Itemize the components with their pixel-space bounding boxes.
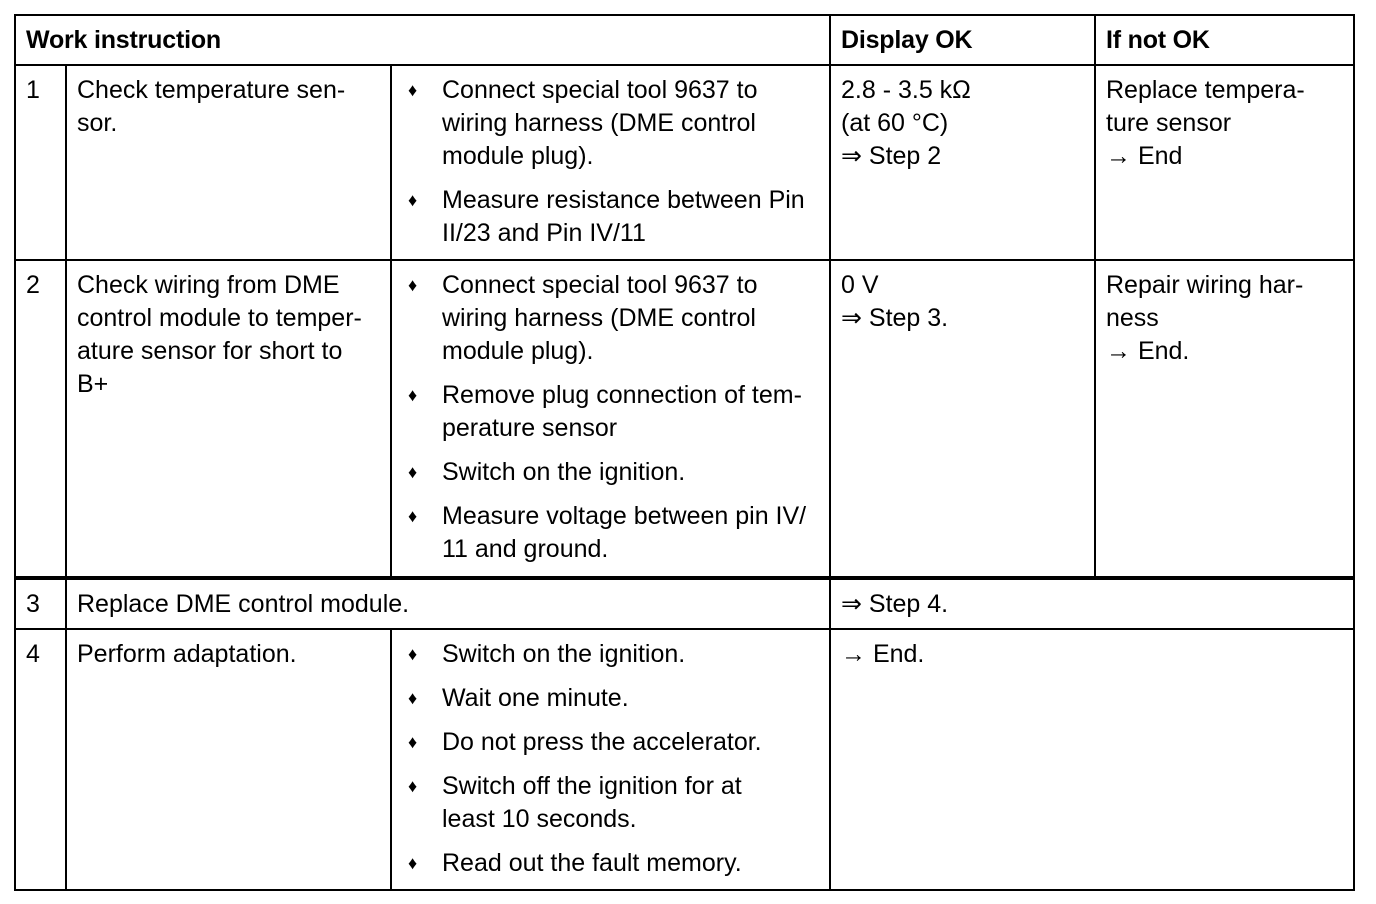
diamond-bullet-icon: ♦ <box>408 275 418 295</box>
instruction-text-line: perature sensor <box>442 414 618 442</box>
work-instruction-table <box>14 14 1355 891</box>
instruction-item <box>402 726 821 759</box>
step-number: 3 <box>15 578 66 629</box>
instruction-item <box>402 500 821 566</box>
instruction-text-line: Switch off the ignition for at <box>442 772 742 800</box>
table-row <box>15 578 1354 629</box>
text-line: → End <box>1106 142 1183 170</box>
instruction-text-line: Measure resistance between Pin <box>442 186 805 214</box>
header-work-instruction: Work instruction <box>15 15 830 65</box>
instruction-text-line: Switch on the ignition. <box>442 640 686 668</box>
instruction-item <box>402 456 821 489</box>
text-line: ature sensor for short to <box>77 337 343 365</box>
diamond-bullet-icon: ♦ <box>408 385 418 405</box>
text-line: Check temperature sen- <box>77 76 346 104</box>
instruction-text-line: Measure voltage between pin IV/ <box>442 502 807 530</box>
text-line: ⇒ Step 3. <box>841 304 949 332</box>
step-number: 1 <box>15 65 66 260</box>
instruction-text-line: least 10 seconds. <box>442 805 637 833</box>
instruction-list <box>402 269 821 566</box>
instruction-list <box>402 74 821 250</box>
instruction-item <box>402 847 821 880</box>
text-line: 2.8 - 3.5 kΩ <box>841 76 971 104</box>
text-line: Repair wiring har- <box>1106 271 1304 299</box>
instruction-item <box>402 74 821 173</box>
diamond-bullet-icon: ♦ <box>408 506 418 526</box>
instruction-text-line: Read out the fault memory. <box>442 849 742 877</box>
instruction-text-line: Connect special tool 9637 to <box>442 76 758 104</box>
display-ok-value: → End. <box>830 629 1354 890</box>
display-ok-value: ⇒ Step 4. <box>830 578 1354 629</box>
display-ok-value <box>830 65 1095 260</box>
instruction-text-line: Do not press the accelerator. <box>442 728 762 756</box>
diamond-bullet-icon: ♦ <box>408 732 418 752</box>
instruction-item <box>402 269 821 368</box>
table-row <box>15 65 1354 260</box>
text-line: Check wiring from DME <box>77 271 340 299</box>
if-not-ok-action <box>1095 260 1354 578</box>
text-line: control module to temper- <box>77 304 362 332</box>
instruction-item <box>402 682 821 715</box>
header-display-ok: Display OK <box>830 15 1095 65</box>
instruction-text-line: Wait one minute. <box>442 684 629 712</box>
instruction-text-line: II/23 and Pin IV/11 <box>442 219 646 247</box>
table-row <box>15 260 1354 578</box>
display-ok-value <box>830 260 1095 578</box>
text-line: B+ <box>77 370 109 398</box>
text-line: 0 V <box>841 271 879 299</box>
instruction-text-line: wiring harness (DME control <box>442 109 756 137</box>
step-number: 2 <box>15 260 66 578</box>
text-line: Replace tempera- <box>1106 76 1305 104</box>
instruction-item <box>402 638 821 671</box>
instruction-text-line: 11 and ground. <box>442 535 609 563</box>
text-line: ⇒ Step 2 <box>841 142 942 170</box>
text-line: → End. <box>1106 337 1190 365</box>
instruction-text-line: wiring harness (DME control <box>442 304 756 332</box>
check-description <box>66 260 391 578</box>
diamond-bullet-icon: ♦ <box>408 776 418 796</box>
check-description <box>66 65 391 260</box>
diamond-bullet-icon: ♦ <box>408 80 418 100</box>
text-line: ture sensor <box>1106 109 1232 137</box>
text-line: sor. <box>77 109 118 137</box>
instruction-item <box>402 184 821 250</box>
header-if-not-ok: If not OK <box>1095 15 1354 65</box>
instruction-item <box>402 379 821 445</box>
instruction-text-line: module plug). <box>442 142 594 170</box>
instruction-item <box>402 770 821 836</box>
instruction-text-line: Switch on the ignition. <box>442 458 686 486</box>
if-not-ok-action <box>1095 65 1354 260</box>
check-description: Replace DME control module. <box>66 578 830 629</box>
instruction-text-line: Connect special tool 9637 to <box>442 271 758 299</box>
check-description: Perform adaptation. <box>66 629 391 890</box>
instruction-list <box>402 638 821 880</box>
instruction-text-line: Remove plug connection of tem- <box>442 381 802 409</box>
table-header-row <box>15 15 1354 65</box>
table-row <box>15 629 1354 890</box>
diamond-bullet-icon: ♦ <box>408 644 418 664</box>
instruction-cell <box>391 65 830 260</box>
diamond-bullet-icon: ♦ <box>408 853 418 873</box>
step-number: 4 <box>15 629 66 890</box>
diamond-bullet-icon: ♦ <box>408 190 418 210</box>
text-line: ness <box>1106 304 1159 332</box>
diamond-bullet-icon: ♦ <box>408 462 418 482</box>
text-line: (at 60 °C) <box>841 109 949 137</box>
instruction-text-line: module plug). <box>442 337 594 365</box>
instruction-cell <box>391 260 830 578</box>
diamond-bullet-icon: ♦ <box>408 688 418 708</box>
instruction-cell <box>391 629 830 890</box>
